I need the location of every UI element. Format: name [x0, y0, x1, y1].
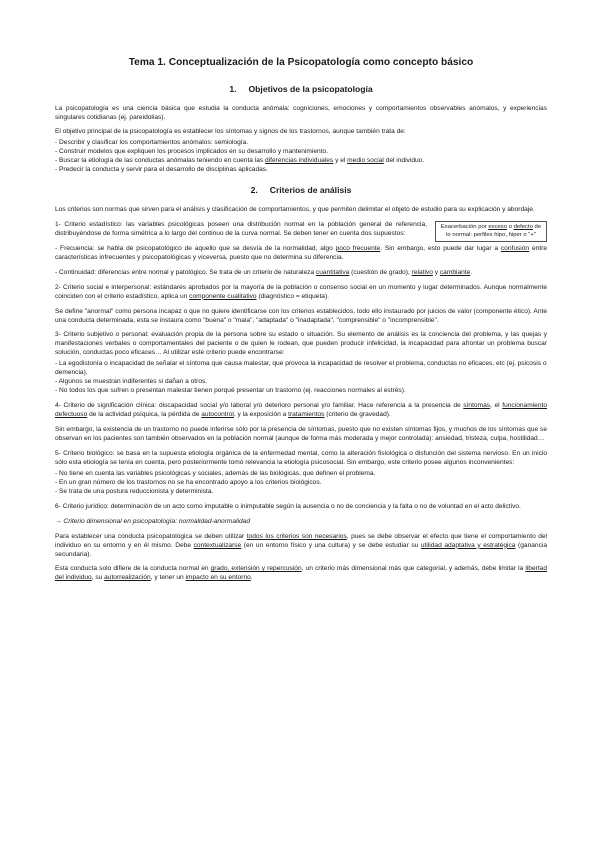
- margin-note-box: [435, 221, 547, 242]
- section-title: Criterios de análisis: [269, 185, 352, 196]
- paragraph-sin-embargo: Sin embargo, la existencia de un trastorno no puede inferirse sólo por la presencia de síntomas, puesto que no existen síntomas fijos, y muchos de los síntomas que se observan en los pacientes son también observados en la población normal (aunque de forma más moderada y mejor controlada): ansiedad, tristeza, culpa, hostilidad…: [55, 426, 547, 442]
- paragraph-criterio-estadistico: 1- Criterio estadístico: las variables psicológicas poseen una distribución normal en la población general de referencia, distribuyéndose de forma simétrica a lo largo del continuo de la curva normal. Se deben tener en cuenta dos supuestos:: [55, 220, 427, 237]
- text-span: Esta conducta solo difiere de la conducta normal en: [55, 565, 211, 573]
- text-span: y el: [333, 157, 348, 165]
- paragraph-criterio-juridico: 6- Criterio jurídico: determinación de un acto como imputable o inimputable según la ausencia o no de conciencia y la falta o no de voluntad en el acto delictivo.: [55, 502, 521, 510]
- text-span: , y tener un: [150, 574, 186, 582]
- paragraph-criterio-social: [55, 284, 547, 302]
- criterio-estadistico-block: [55, 221, 547, 239]
- paragraph-definicion: La psicopatología es una ciencia básica que estudia la conducta anómala: cogniciones, emociones y comportamientos observables anómalos, y experiencias singulares cotidianas (ej. pareidolias).: [55, 104, 547, 121]
- text-span: , el: [490, 402, 503, 410]
- underlined-term: síntomas: [463, 402, 491, 410]
- underlined-term: tratamientos: [288, 411, 325, 419]
- underlined-term: utilidad adaptativa y estratégica: [420, 541, 516, 549]
- paragraph-criterio-subjetivo: 3- Criterio subjetivo o personal: evaluación propia de la persona sobre su estado o situación. Su elemento de análisis es la conciencia del problema, y las quejas y manifestaciones verbales o comportamentales del paciente o de quien le rodean, que pueden producir infelicidad, la incapacidad para afrontar un problema buscar solución, conductas poco eficaces… Al utilizar este criterio puede encontrarse:: [55, 331, 547, 357]
- underlined-term: diferencias individuales: [265, 157, 334, 165]
- objetivos-list: [55, 139, 547, 175]
- text-span: , su: [91, 574, 105, 582]
- list-item: - No todos los que sufren o presentan malestar tienen porqué presentar un trastorno (ej. reacciones normales al estrés).: [55, 387, 406, 395]
- underlined-term: cuantitativa: [315, 268, 350, 276]
- underlined-term: relativo: [411, 268, 433, 276]
- text-span: Para establecer una conducta psicopatológica se deben utilizar: [55, 532, 247, 540]
- dimensional-heading: → Criterio dimensional en psicopatología: normalidad-anormalidad: [55, 517, 250, 525]
- list-item: - Construir modelos que expliquen los procesos implicados en su desarrollo y mantenimiento.: [55, 148, 329, 156]
- page-title: Tema 1. Conceptualización de la Psicopatología como concepto básico: [128, 57, 474, 68]
- underlined-term: medio social: [347, 157, 384, 165]
- list-item: - Se trata de una postura reduccionista y determinista.: [55, 487, 214, 495]
- text-span: (cuestión de grado),: [349, 268, 412, 276]
- paragraph-anormal: Se define "anormal" como persona incapaz o que no quiere identificarse con los criterios establecidos, todo ello instaurado por juicios de valor (componente ético). Ante una conducta determinada, esta se instaura como "buena" o "mala", "adaptada" o "inadaptada", "comprensible" o "incomprensible".: [55, 307, 547, 324]
- text-span: 2- Criterio social e interpersonal: estándares aprobados por la mayoría de la población o consenso social en un momento y lugar determinados. Aunque normalmente coinciden con el criterio estadístico, aplica un: [55, 283, 547, 300]
- section-title: Objetivos de la psicopatología: [248, 83, 373, 94]
- paragraph-criterios-intro: Los criterios son normas que sirven para el análisis y clasificación de comportamientos, y que permiten delimitar el objeto de estudio para su explicación y abordaje.: [55, 205, 535, 213]
- underlined-term: defecto: [513, 223, 533, 230]
- paragraph-objetivo: El objetivo principal de la psicopatología es establecer los síntomas y signos de los trastornos, aunque también trata de:: [55, 128, 406, 136]
- paragraph-criterio-biologico: 5- Criterio biológico: se basa en la supuesta etiología orgánica de la enfermedad mental, como la alteración fisiológica o disfunción del sistema nervioso. En un inicio sólo esta etiología se tenía en cuenta, pero posteriormente tomó relevancia la etiología psicosocial. Sin embargo, este criterio posee algunos inconvenientes:: [55, 449, 547, 466]
- section-number: 2.: [250, 185, 258, 196]
- list-item: [55, 157, 547, 166]
- subjetivo-list: [55, 360, 547, 396]
- text-span: - Frecuencia: se habla de psicopatológico de aquello que se desvía de la normalidad, algo: [55, 244, 336, 252]
- list-item: - No tiene en cuenta las variables psicológicas y sociales, además de las biológicas, que definen el problema.: [55, 469, 376, 477]
- paragraph-dimensional-2: [55, 565, 547, 583]
- underlined-term: confusión: [500, 244, 530, 252]
- text-span: de la actividad psíquica, la pérdida de: [87, 411, 202, 419]
- text-span: (diagnóstico = etiqueta).: [256, 292, 330, 300]
- section-number: 1.: [229, 83, 237, 94]
- text-span: Exacerbación por: [440, 223, 489, 230]
- text-span: (ganancia secundaria).: [55, 541, 547, 558]
- text-span: del individuo.: [383, 157, 425, 165]
- text-span: entre características infrecuentes y psicopatológicas y viceversa, puesto que no determina su diferencia.: [55, 244, 547, 261]
- underlined-term: impacto en su entorno: [185, 574, 251, 582]
- underlined-term: componente cualitativo: [189, 292, 257, 300]
- underlined-term: cambiante: [439, 268, 471, 276]
- paragraph-dimensional-1: [55, 533, 547, 560]
- list-item: - Algunos se muestran indiferentes si dañan a otros.: [55, 378, 208, 386]
- underlined-term: contextualizarse: [193, 541, 242, 549]
- document-page: [55, 56, 547, 589]
- underlined-term: funcionamiento defectuoso: [55, 402, 547, 419]
- text-span: (criterio de gravedad).: [324, 411, 391, 419]
- section-heading-criterios: [55, 185, 547, 197]
- paragraph-frecuencia: [55, 245, 547, 263]
- text-span: - Buscar la etiología de las conductas anómalas teniendo en cuenta las: [55, 157, 266, 165]
- paragraph-continuidad: [55, 269, 547, 278]
- text-span: .: [470, 268, 473, 276]
- text-span: (en un entorno físico y una cultura) y se debe estudiar su: [241, 541, 421, 549]
- biologico-list: [55, 470, 547, 497]
- text-span: , un criterio más dimensional más que categorial, y además, debe limitar la: [301, 565, 526, 573]
- underlined-term: autorrealización: [104, 574, 151, 582]
- underlined-term: libertad del individuo: [55, 565, 548, 582]
- section-heading-objetivos: [55, 84, 547, 96]
- list-item: - Describir y clasificar los comportamientos anómalos: semiología.: [55, 139, 249, 147]
- paragraph-criterio-clinico: [55, 402, 547, 420]
- underlined-term: exceso: [488, 223, 508, 230]
- text-span: - Continuidad: diferencias entre normal y patológico. Se trata de un criterio de naturaleza: [55, 268, 316, 276]
- list-item: - La egodistonía o incapacidad de señalar el síntoma que causa malestar, que provoca la incapacidad de resolver el problema, conductas no eficaces, etc (ej. psicosis o demencia).: [55, 360, 547, 377]
- underlined-term: poco frecuente: [335, 244, 381, 252]
- text-span: y: [432, 268, 440, 276]
- text-span: o: [507, 223, 514, 230]
- underlined-term: grado, extensión y repercusión: [210, 565, 302, 573]
- text-span: . Sin embargo, esto puede dar lugar a: [380, 244, 501, 252]
- list-item: - En un gran número de los trastornos no se ha encontrado apoyo a los criterios biológicos.: [55, 478, 322, 486]
- text-span: , pues se debe observar el efecto que tiene el comportamiento del individuo en su entorno y en él mismo. Debe: [55, 532, 548, 549]
- text-span: de lo normal: perfiles hipo, hiper o "+": [446, 223, 542, 238]
- text-span: .: [250, 574, 253, 582]
- text-span: , y la exposición a: [233, 411, 289, 419]
- text-span: 4- Criterio de significación clínica: discapacidad social y/o laboral y/o deterioro personal y/o familiar. Hace referencia a la presencia de: [55, 402, 464, 410]
- underlined-term: autocontrol: [201, 411, 234, 419]
- underlined-term: todos los criterios son necesarios: [246, 532, 347, 540]
- list-item: - Predecir la conducta y servir para el desarrollo de disciplinas aplicadas.: [55, 166, 268, 174]
